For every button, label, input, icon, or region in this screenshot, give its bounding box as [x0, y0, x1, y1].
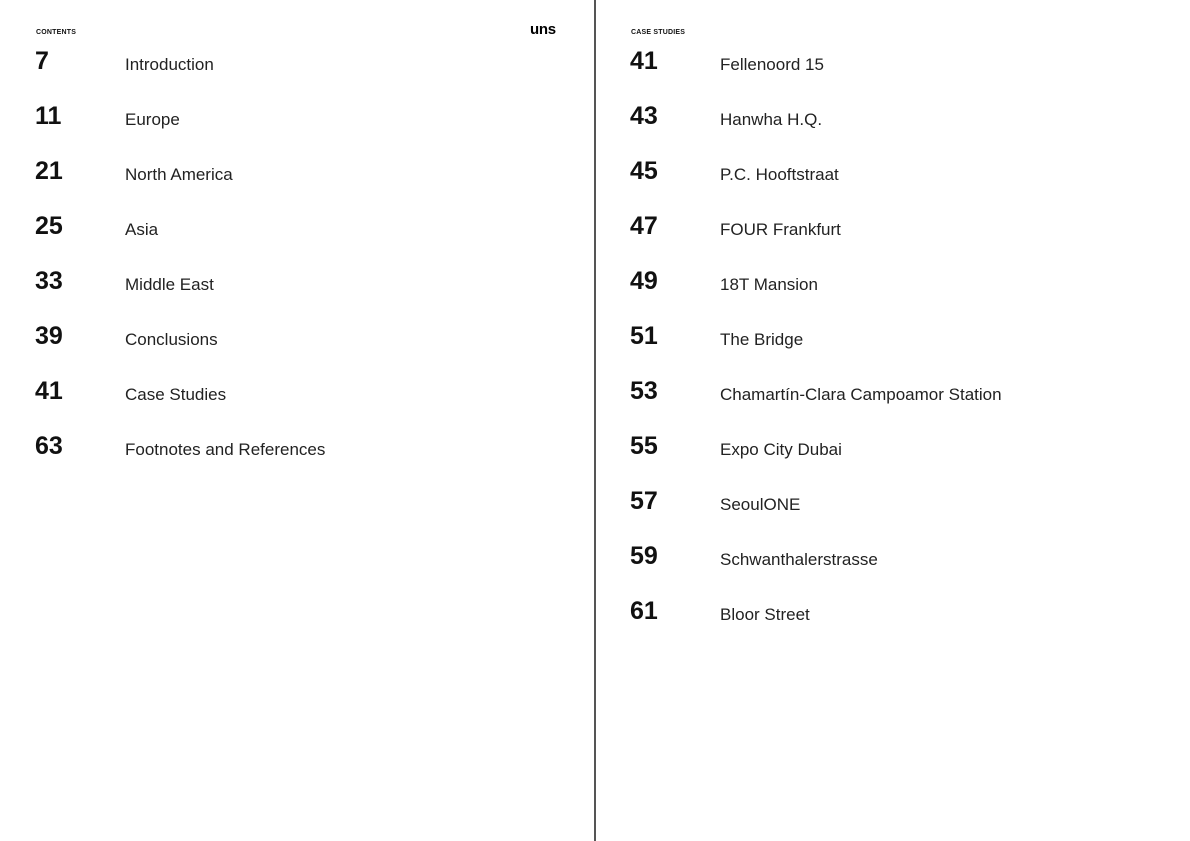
toc-entry[interactable] — [35, 101, 575, 156]
toc-page-number: 41 — [35, 377, 63, 405]
toc-page-number: 55 — [630, 432, 658, 460]
case-study-entry[interactable] — [630, 156, 1170, 211]
toc-title[interactable]: FOUR Frankfurt — [720, 220, 841, 239]
case-study-entry[interactable] — [630, 266, 1170, 321]
toc-title[interactable]: Chamartín-Clara Campoamor Station — [720, 385, 1002, 404]
toc-title[interactable]: Conclusions — [125, 330, 218, 349]
case-study-entry[interactable] — [630, 101, 1170, 156]
toc-title[interactable]: Schwanthalerstrasse — [720, 550, 878, 569]
toc-page-number: 59 — [630, 542, 658, 570]
toc-title[interactable]: Asia — [125, 220, 159, 239]
uns-logo: uns — [530, 21, 556, 38]
case-study-entry[interactable] — [630, 431, 1170, 486]
case-studies-list — [630, 46, 1170, 651]
toc-entry[interactable] — [35, 431, 575, 486]
case-study-entry[interactable] — [630, 211, 1170, 266]
toc-title[interactable]: Footnotes and References — [125, 440, 326, 459]
toc-title[interactable]: P.C. Hooftstraat — [720, 165, 839, 184]
toc-title[interactable]: Bloor Street — [720, 605, 810, 624]
case-study-entry[interactable] — [630, 46, 1170, 101]
toc-entry[interactable] — [35, 321, 575, 376]
toc-entry[interactable] — [35, 211, 575, 266]
toc-page-number: 61 — [630, 597, 658, 625]
toc-page-number: 53 — [630, 377, 658, 405]
toc-title[interactable]: North America — [125, 165, 233, 184]
toc-page-number: 49 — [630, 267, 658, 295]
toc-page-number: 45 — [630, 157, 658, 185]
case-study-entry[interactable] — [630, 596, 1170, 651]
case-study-entry[interactable] — [630, 321, 1170, 376]
toc-page-number: 47 — [630, 212, 658, 240]
toc-title[interactable]: Introduction — [125, 55, 214, 74]
case-study-entry[interactable] — [630, 486, 1170, 541]
toc-page-number: 11 — [35, 102, 62, 130]
toc-title[interactable]: Case Studies — [125, 385, 227, 404]
toc-entry[interactable] — [35, 46, 575, 101]
toc-page-number: 33 — [35, 267, 63, 295]
toc-page-number: 39 — [35, 322, 63, 350]
toc-page-number: 57 — [630, 487, 658, 515]
toc-title[interactable]: Expo City Dubai — [720, 440, 842, 459]
toc-entry[interactable] — [35, 266, 575, 321]
toc-page-number: 43 — [630, 102, 658, 130]
toc-page-number: 25 — [35, 212, 63, 240]
case-study-entry[interactable] — [630, 541, 1170, 596]
toc-title[interactable]: Fellenoord 15 — [720, 55, 824, 74]
toc-title[interactable]: The Bridge — [720, 330, 804, 349]
toc-entry[interactable] — [35, 156, 575, 211]
toc-title[interactable]: Europe — [125, 110, 180, 129]
contents-list — [35, 46, 575, 486]
toc-page-number: 51 — [630, 322, 658, 350]
toc-title[interactable]: SeoulONE — [720, 495, 801, 514]
toc-title[interactable]: 18T Mansion — [720, 275, 818, 294]
case-study-entry[interactable] — [630, 376, 1170, 431]
toc-page-number: 41 — [630, 47, 658, 75]
contents-heading: CONTENTS — [36, 29, 77, 36]
toc-title[interactable]: Middle East — [125, 275, 214, 294]
toc-entry[interactable] — [35, 376, 575, 431]
case-studies-heading: CASE STUDIES — [631, 29, 686, 36]
toc-page-number: 7 — [35, 47, 49, 75]
toc-page-number: 63 — [35, 432, 63, 460]
case-studies-page — [596, 0, 1190, 841]
toc-title[interactable]: Hanwha H.Q. — [720, 110, 823, 129]
toc-page-number: 21 — [35, 157, 63, 185]
